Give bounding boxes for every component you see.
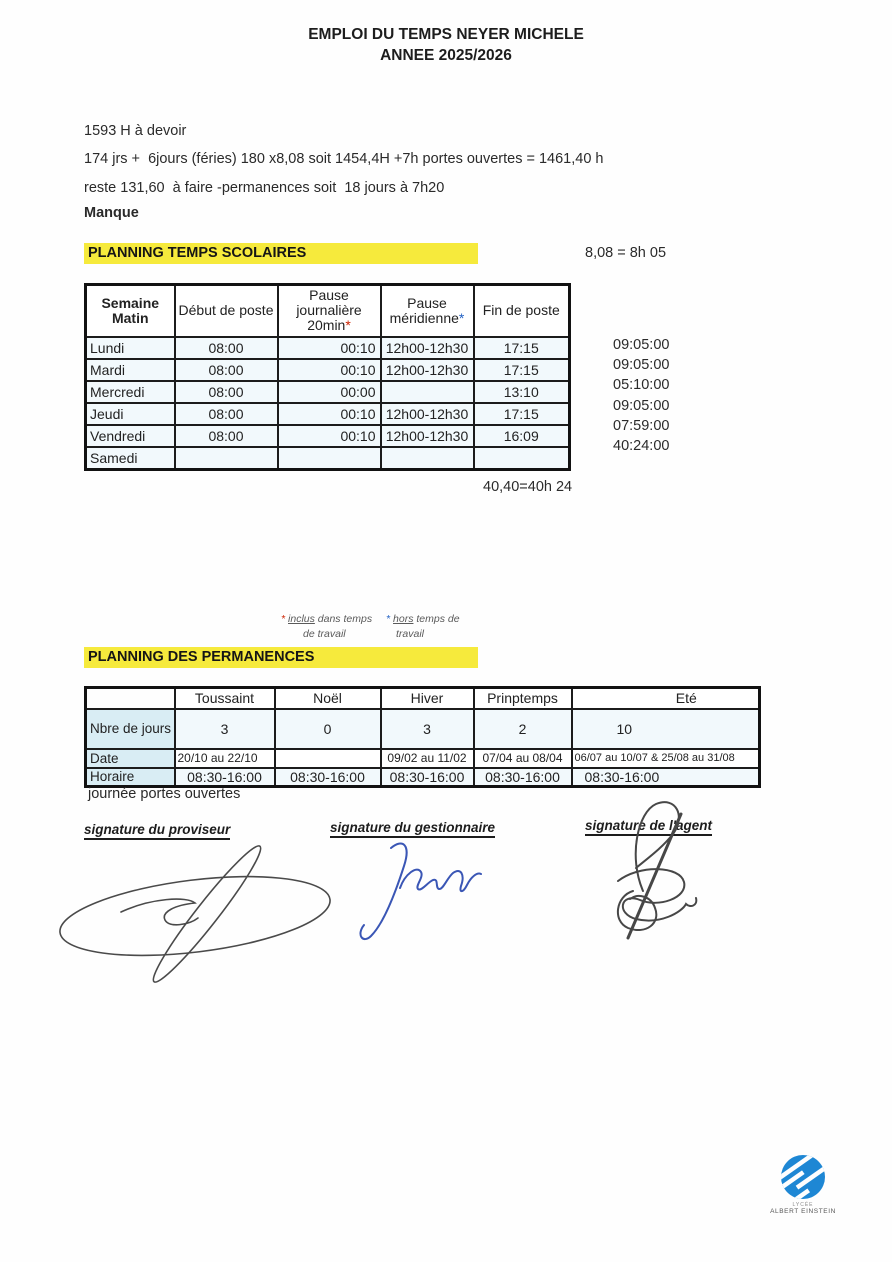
pause-journaliere-cell: 00:10: [278, 403, 381, 425]
daily-total-mercredi: 05:10:00: [613, 377, 670, 393]
day-cell: Mardi: [86, 359, 175, 381]
col-header-printemps: Prinptemps: [474, 688, 572, 709]
daily-total-lundi: 09:05:00: [613, 337, 670, 353]
legend-inclus-rest: dans temps: [314, 613, 373, 625]
table-row-vendredi: [86, 425, 570, 447]
date-toussaint: 20/10 au 22/10: [175, 749, 275, 768]
permanences-table: [84, 686, 761, 788]
pause-journaliere-cell: 00:10: [278, 337, 381, 359]
day-cell: Mercredi: [86, 381, 175, 403]
schedule-table: [84, 283, 571, 471]
header-pause2: Pause: [407, 294, 447, 311]
document-title: [0, 24, 892, 66]
table-row-lundi: [86, 337, 570, 359]
col-header-ete: Eté: [572, 688, 760, 709]
fin-cell: 13:10: [474, 381, 570, 403]
red-asterisk: *: [345, 317, 351, 334]
header-meridienne: [384, 311, 471, 326]
header-matin: Matin: [111, 309, 149, 326]
fin-cell: [474, 447, 570, 470]
fin-cell: 17:15: [474, 359, 570, 381]
weekly-conversion-note: 40,40=40h 24: [483, 479, 573, 495]
date-printemps: 07/04 au 08/04: [474, 749, 572, 768]
nbre-hiver: 3: [381, 709, 474, 749]
legend-inclus-word: inclus: [288, 613, 315, 625]
debut-cell: 08:00: [175, 425, 278, 447]
col-header-fin-de-poste: Fin de poste: [474, 285, 570, 337]
legend-hors-line2: travail: [396, 628, 425, 640]
nbre-noel: 0: [275, 709, 381, 749]
date-ete: 06/07 au 10/07 & 25/08 au 31/08: [572, 749, 760, 768]
pause-meridienne-cell: [381, 447, 474, 470]
table-row-mardi: [86, 359, 570, 381]
pause-meridienne-cell: 12h00-12h30: [381, 403, 474, 425]
header-20min-text: 20min: [307, 317, 346, 334]
pause-meridienne-cell: 12h00-12h30: [381, 425, 474, 447]
header-pause: Pause: [309, 287, 349, 304]
fin-cell: 16:09: [474, 425, 570, 447]
day-cell: Lundi: [86, 337, 175, 359]
hours-due-line: 1593 H à devoir: [84, 123, 187, 139]
table-row-horaire: [86, 768, 760, 787]
horaire-ete: 08:30-16:00: [572, 768, 760, 787]
blue-asterisk: *: [458, 309, 465, 326]
section-heading-permanences: PLANNING DES PERMANENCES: [84, 647, 478, 668]
school-logo-icon: [748, 1152, 858, 1202]
remaining-hours-line: reste 131,60 à faire -permanences soit 18 jours à 7h20: [84, 180, 445, 196]
gestionnaire-signature: [345, 836, 505, 946]
document-title-line2: ANNEE 2025/2026: [380, 47, 512, 64]
horaire-printemps: 08:30-16:00: [474, 768, 572, 787]
manque-label: Manque: [84, 205, 139, 221]
horaire-toussaint: 08:30-16:00: [175, 768, 275, 787]
daily-total-jeudi: 09:05:00: [613, 398, 670, 414]
legend-inclus: [281, 613, 372, 625]
empty-corner-cell: [86, 688, 175, 709]
col-header-semaine-matin: [86, 285, 175, 337]
legend-hors-word: hors: [393, 613, 414, 625]
debut-cell: 08:00: [175, 381, 278, 403]
day-cell: Jeudi: [86, 403, 175, 425]
pause-meridienne-cell: [381, 381, 474, 403]
section-heading-planning-scolaires: PLANNING TEMPS SCOLAIRES: [84, 243, 478, 264]
date-hiver: 09/02 au 11/02: [381, 749, 474, 768]
conversion-note: 8,08 = 8h 05: [585, 245, 667, 261]
col-header-hiver: Hiver: [381, 688, 474, 709]
day-cell: Vendredi: [86, 425, 175, 447]
pause-journaliere-cell: 00:00: [278, 381, 381, 403]
legend-hors: [386, 613, 460, 625]
signature-label-gestionnaire: signature du gestionnaire: [330, 820, 495, 838]
day-cell: Samedi: [86, 447, 175, 470]
table-row-mercredi: [86, 381, 570, 403]
weekly-total: 40:24:00: [613, 438, 670, 454]
col-header-debut-de-poste: Début de poste: [175, 285, 278, 337]
table-row-jeudi: [86, 403, 570, 425]
horaire-noel: 08:30-16:00: [275, 768, 381, 787]
col-header-noel: Noël: [275, 688, 381, 709]
legend-inclus-line2: de travail: [303, 628, 346, 640]
header-meridienne-text: méridienne: [389, 309, 459, 326]
blue-asterisk: *: [386, 613, 391, 625]
debut-cell: 08:00: [175, 337, 278, 359]
portes-ouvertes-note: journée portes ouvertes: [88, 786, 241, 802]
table-row-date: [86, 749, 760, 768]
header-journaliere: journalière: [296, 302, 362, 319]
school-logo: [748, 1152, 858, 1215]
table-row-nbre-jours: [86, 709, 760, 749]
nbre-ete: 10: [572, 709, 760, 749]
proviseur-signature: [55, 838, 335, 993]
header-20min: [281, 318, 378, 333]
signature-label-agent: signature de l'agent: [585, 818, 712, 836]
col-header-pause-journaliere: [278, 285, 381, 337]
row-label-date: Date: [86, 749, 175, 768]
date-noel: [275, 749, 381, 768]
pause-journaliere-cell: [278, 447, 381, 470]
row-label-nbre-jours: Nbre de jours: [86, 709, 175, 749]
debut-cell: 08:00: [175, 359, 278, 381]
daily-total-mardi: 09:05:00: [613, 357, 670, 373]
daily-total-vendredi: 07:59:00: [613, 418, 670, 434]
pause-journaliere-cell: 00:10: [278, 359, 381, 381]
logo-text-lycee: LYCÉE: [792, 1202, 814, 1208]
red-asterisk: *: [281, 613, 286, 625]
table-row-samedi: [86, 447, 570, 470]
logo-text-albert-einstein: ALBERT EINSTEIN: [770, 1208, 836, 1215]
legend-hors-rest: temps de: [413, 613, 460, 625]
pause-meridienne-cell: 12h00-12h30: [381, 337, 474, 359]
pause-journaliere-cell: 00:10: [278, 425, 381, 447]
document-title-line1: EMPLOI DU TEMPS NEYER MICHELE: [308, 26, 584, 43]
signature-label-proviseur: signature du proviseur: [84, 822, 230, 840]
horaire-hiver: 08:30-16:00: [381, 768, 474, 787]
col-header-toussaint: Toussaint: [175, 688, 275, 709]
debut-cell: 08:00: [175, 403, 278, 425]
nbre-printemps: 2: [474, 709, 572, 749]
fin-cell: 17:15: [474, 337, 570, 359]
hours-calculation-line: 174 jrs + 6jours (féries) 180 x8,08 soit 1454,4H +7h portes ouvertes = 1461,40 h: [84, 151, 604, 167]
fin-cell: 17:15: [474, 403, 570, 425]
pause-meridienne-cell: 12h00-12h30: [381, 359, 474, 381]
nbre-toussaint: 3: [175, 709, 275, 749]
agent-signature: [588, 796, 728, 946]
header-semaine: Semaine: [101, 294, 160, 311]
col-header-pause-meridienne: [381, 285, 474, 337]
debut-cell: [175, 447, 278, 470]
row-label-horaire: Horaire: [86, 768, 175, 787]
